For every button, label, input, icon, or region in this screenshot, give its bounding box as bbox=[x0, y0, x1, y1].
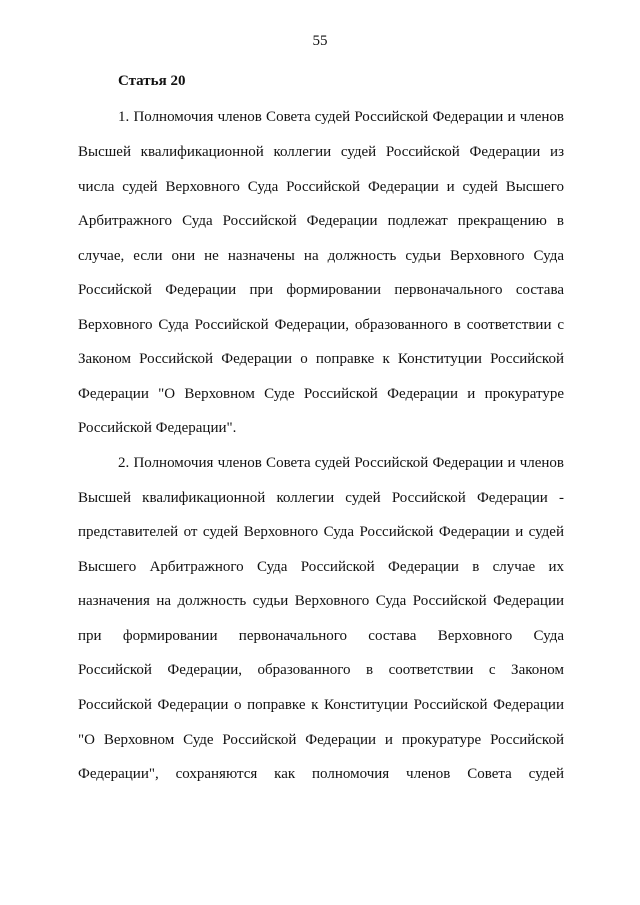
article-heading: Статья 20 bbox=[118, 73, 186, 89]
paragraph-2-line: Российской Федерации о поправке к Конституции Российской Федерации bbox=[78, 697, 564, 713]
paragraph-1-line: Федерации "О Верховном Суде Российской Федерации и прокуратуре bbox=[78, 386, 564, 402]
paragraph-1-line: 1. Полномочия членов Совета судей Российской Федерации и членов bbox=[118, 109, 564, 125]
page-number: 55 bbox=[312, 33, 328, 49]
paragraph-1-line: числа судей Верховного Суда Российской Федерации и судей Высшего bbox=[78, 179, 564, 195]
paragraph-1-line: случае, если они не назначены на должность судьи Верховного Суда bbox=[78, 248, 564, 264]
paragraph-1-line: Верховного Суда Российской Федерации, образованного в соответствии с bbox=[78, 317, 564, 333]
paragraph-2-line: при формировании первоначального состава Верховного Суда bbox=[78, 628, 564, 644]
paragraph-2-line: назначения на должность судьи Верховного Суда Российской Федерации bbox=[78, 593, 564, 609]
paragraph-1-line: Законом Российской Федерации о поправке к Конституции Российской bbox=[78, 351, 564, 367]
paragraph-2-line: представителей от судей Верховного Суда Российской Федерации и судей bbox=[78, 524, 564, 540]
paragraph-1-line: Российской Федерации". bbox=[78, 420, 237, 436]
paragraph-1-line: Высшей квалификационной коллегии судей Российской Федерации из bbox=[78, 144, 564, 160]
paragraph-2-line: "О Верховном Суде Российской Федерации и прокуратуре Российской bbox=[78, 732, 564, 748]
paragraph-2-line: Высшей квалификационной коллегии судей Российской Федерации - bbox=[78, 490, 564, 506]
paragraph-2-line: 2. Полномочия членов Совета судей Российской Федерации и членов bbox=[118, 455, 564, 471]
paragraph-1-line: Арбитражного Суда Российской Федерации подлежат прекращению в bbox=[78, 213, 564, 229]
paragraph-2-line: Федерации", сохраняются как полномочия членов Совета судей bbox=[78, 766, 564, 782]
paragraph-1-line: Российской Федерации при формировании первоначального состава bbox=[78, 282, 564, 298]
paragraph-2-line: Российской Федерации, образованного в соответствии с Законом bbox=[78, 662, 564, 678]
paragraph-2-line: Высшего Арбитражного Суда Российской Федерации в случае их bbox=[78, 559, 564, 575]
